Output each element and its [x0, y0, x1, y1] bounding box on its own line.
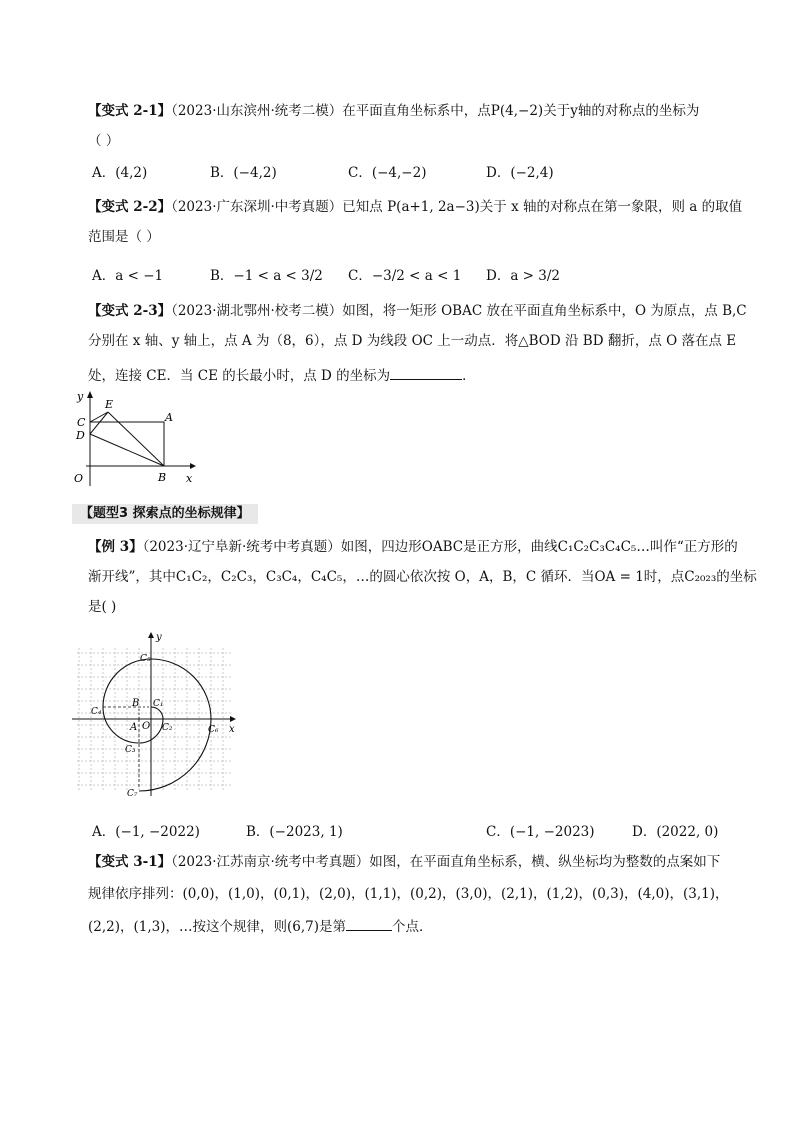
- segment-ce: [90, 412, 108, 422]
- question-text: 处，连接 CE．当 CE 的长最小时，点 D 的坐标为: [88, 368, 391, 384]
- label-y: y: [77, 390, 84, 403]
- label-o: O: [142, 721, 151, 732]
- label-c5: C₅: [140, 654, 151, 664]
- label-a: A: [130, 722, 138, 733]
- segment-db: [90, 434, 164, 466]
- label-c2: C₂: [162, 723, 173, 733]
- rectangle-oac: [90, 422, 164, 466]
- question-text: 如图，四边形OABC是正方形，曲线C₁C₂C₃C₄C₅…叫作“正方形的: [340, 539, 738, 555]
- question-text-end: ．: [462, 368, 476, 384]
- answer-paren: （ ）: [88, 133, 120, 149]
- label-c4: C₄: [91, 707, 102, 717]
- example-3-line2: 渐开线”，其中C₁C₂，C₂C₃，C₃C₄，C₄C₅，…的圆心依次按 O，A，B，C 循环．当OA = 1时，点C₂₀₂₃的坐标: [88, 569, 757, 585]
- question-tag: 【变式 3-1】: [88, 854, 172, 870]
- question-v3-1-line1: [88, 852, 720, 872]
- question-tag: 【例 3】: [88, 539, 143, 555]
- option-b: B．−1 < a < 3/2: [210, 268, 323, 284]
- answer-blank: [390, 365, 462, 380]
- label-b: B: [132, 698, 140, 709]
- option-c: C．(−4,−2): [348, 165, 427, 181]
- question-text: 如图，在平面直角坐标系，横、纵坐标均为整数的点案如下: [369, 854, 721, 870]
- label-e: E: [105, 398, 114, 411]
- question-source: （2023·山东滨州·统考二模）: [171, 103, 343, 119]
- option-d: D．(−2,4): [486, 165, 554, 181]
- option-c: C．−3/2 < a < 1: [348, 268, 462, 284]
- label-x: x: [186, 472, 193, 485]
- rectangle-figure: [72, 388, 202, 488]
- example-3-line1: [88, 537, 738, 557]
- question-text: 如图，将一矩形 OBAC 放在平面直角坐标系中，O 为原点，点 B,C: [342, 303, 747, 319]
- question-tag: 【变式 2-1】: [88, 103, 172, 119]
- y-axis-arrow: [87, 391, 93, 398]
- label-c: C: [77, 416, 86, 429]
- answer-blank: [346, 916, 392, 931]
- label-c6: C₆: [208, 725, 219, 735]
- option-c: C．(−1, −2023): [486, 824, 595, 840]
- y-axis-arrow: [148, 632, 154, 638]
- question-v3-1-line3: [88, 916, 433, 937]
- label-x: x: [229, 724, 235, 735]
- question-source: （2023·辽宁阜新·统考中考真题）: [142, 539, 341, 555]
- label-d: D: [76, 429, 85, 442]
- option-d: D．a > 3/2: [486, 268, 560, 284]
- question-v2-3-line1: [88, 301, 747, 321]
- question-v2-2-line1: [88, 197, 742, 217]
- question-source: （2023·江苏南京·统考中考真题）: [171, 854, 370, 870]
- segment-eb: [108, 412, 164, 466]
- option-a: A．(−1, −2022): [92, 824, 200, 840]
- option-a: A．a < −1: [92, 268, 164, 284]
- involute-figure: [72, 628, 242, 798]
- label-o: O: [74, 472, 84, 485]
- label-c7: C₇: [127, 789, 138, 798]
- question-source: （2023·广东深圳·中考真题）: [171, 199, 343, 215]
- question-source: （2023·湖北鄂州·校考二模）: [171, 303, 343, 319]
- question-v2-3-line3: [88, 365, 476, 386]
- question-text: 已知点 P(a+1, 2a−3)关于 x 轴的对称点在第一象限，则 a 的取值: [342, 199, 743, 215]
- label-b: B: [158, 471, 167, 484]
- label-a: A: [165, 411, 173, 424]
- label-c3: C₃: [125, 745, 136, 755]
- option-a: A．(4,2): [92, 165, 148, 181]
- question-v3-1-line2: 规律依序排列：(0,0)，(1,0)，(0,1)，(2,0)，(1,1)，(0,2)，(3,0)，(2,1)，(1,2)，(0,3)，(4,0)，(3,1)，: [88, 886, 729, 902]
- label-c1: C₁: [153, 699, 164, 709]
- question-tag: 【变式 2-2】: [88, 199, 172, 215]
- x-axis-arrow: [230, 716, 236, 722]
- question-v2-2-line2: 范围是（ ）: [88, 229, 160, 245]
- question-tag: 【变式 2-3】: [88, 303, 172, 319]
- label-y: y: [156, 632, 162, 643]
- segment-de: [90, 412, 108, 434]
- question-text: 在平面直角坐标系中，点P(4,−2)关于y轴的对称点的坐标为: [342, 103, 700, 119]
- option-b: B．(−2023, 1): [246, 824, 343, 840]
- example-3-line3: 是( ): [88, 599, 117, 615]
- question-text-end: 个点．: [392, 919, 433, 935]
- question-text: (2,2)，(1,3)，…按这个规律，则(6,7)是第: [88, 919, 347, 935]
- option-d: D．(2022, 0): [632, 824, 719, 840]
- question-v2-3-line2: 分别在 x 轴、y 轴上，点 A 为（8，6），点 D 为线段 OC 上一动点．将△BOD 沿 BD 翻折，点 O 落在点 E: [88, 333, 737, 349]
- option-b: B．(−4,2): [210, 165, 277, 181]
- x-axis-arrow: [190, 463, 196, 469]
- question-v2-1-line1: [88, 101, 699, 121]
- section-heading: 【题型3 探索点的坐标规律】: [72, 504, 258, 524]
